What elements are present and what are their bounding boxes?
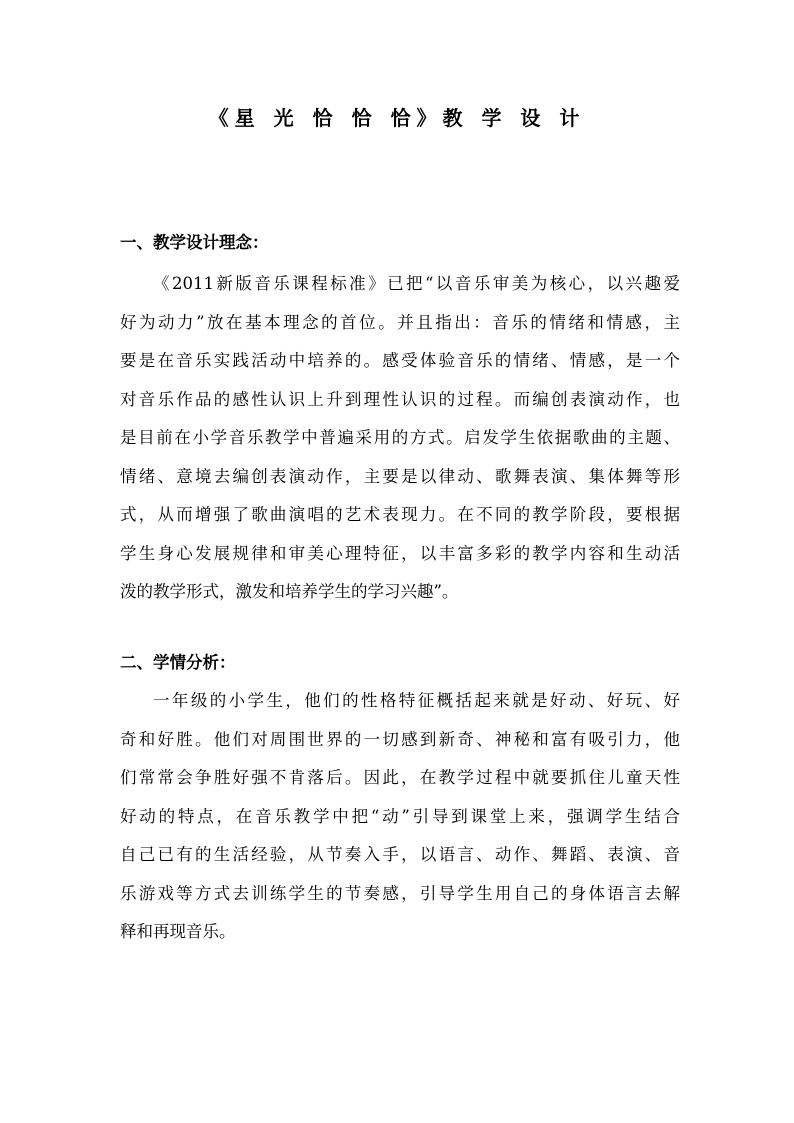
paragraph-line: 式，从而增强了歌曲演唱的艺术表现力。在不同的教学阶段，要根据 bbox=[120, 505, 680, 524]
paragraph-learning-analysis bbox=[120, 682, 680, 952]
section-heading-learning-analysis: 二、学情分析： bbox=[120, 653, 236, 672]
paragraph-teaching-design-concept bbox=[120, 265, 680, 612]
paragraph-line: 学生身心发展规律和审美心理特征，以丰富多彩的教学内容和生动活 bbox=[120, 543, 680, 563]
paragraph-line: 们常常会争胜好强不肯落后。因此，在教学过程中就要抓住儿童天性 bbox=[120, 768, 680, 787]
paragraph-line: 一年级的小学生，他们的性格特征概括起来就是好动、好玩、好 bbox=[153, 691, 680, 710]
paragraph-line: 自己已有的生活经验，从节奏入手，以语言、动作、舞蹈、表演、音 bbox=[120, 845, 680, 864]
paragraph-line: 对音乐作品的感性认识上升到理性认识的过程。而编创表演动作，也 bbox=[120, 389, 680, 409]
paragraph-line: 《2011新版音乐课程标准》已把“以音乐审美为核心，以兴趣爱 bbox=[153, 274, 680, 293]
paragraph-line: 奇和好胜。他们对周围世界的一切感到新奇、神秘和富有吸引力，他 bbox=[120, 729, 680, 749]
paragraph-line: 乐游戏等方式去训练学生的节奏感，引导学生用自己的身体语言去解 bbox=[120, 883, 680, 903]
paragraph-line: 情绪、意境去编创表演动作，主要是以律动、歌舞表演、集体舞等形 bbox=[120, 466, 680, 486]
paragraph-line: 要是在音乐实践活动中培养的。感受体验音乐的情绪、情感，是一个 bbox=[120, 351, 680, 370]
paragraph-line: 是目前在小学音乐教学中普遍采用的方式。启发学生依据歌曲的主题、 bbox=[120, 428, 680, 447]
paragraph-line: 好为动力”放在基本理念的首位。并且指出：音乐的情绪和情感，主 bbox=[120, 312, 680, 332]
paragraph-line: 释和再现音乐。 bbox=[120, 922, 236, 941]
document-title: 《星 光 恰 恰 恰》教 学 设 计 bbox=[208, 106, 586, 130]
paragraph-line: 泼的教学形式，激发和培养学生的学习兴趣”。 bbox=[120, 582, 459, 601]
section-heading-teaching-design-concept: 一、教学设计理念： bbox=[120, 233, 269, 252]
paragraph-line: 好动的特点，在音乐教学中把“动”引导到课堂上来，强调学生结合 bbox=[120, 806, 680, 826]
